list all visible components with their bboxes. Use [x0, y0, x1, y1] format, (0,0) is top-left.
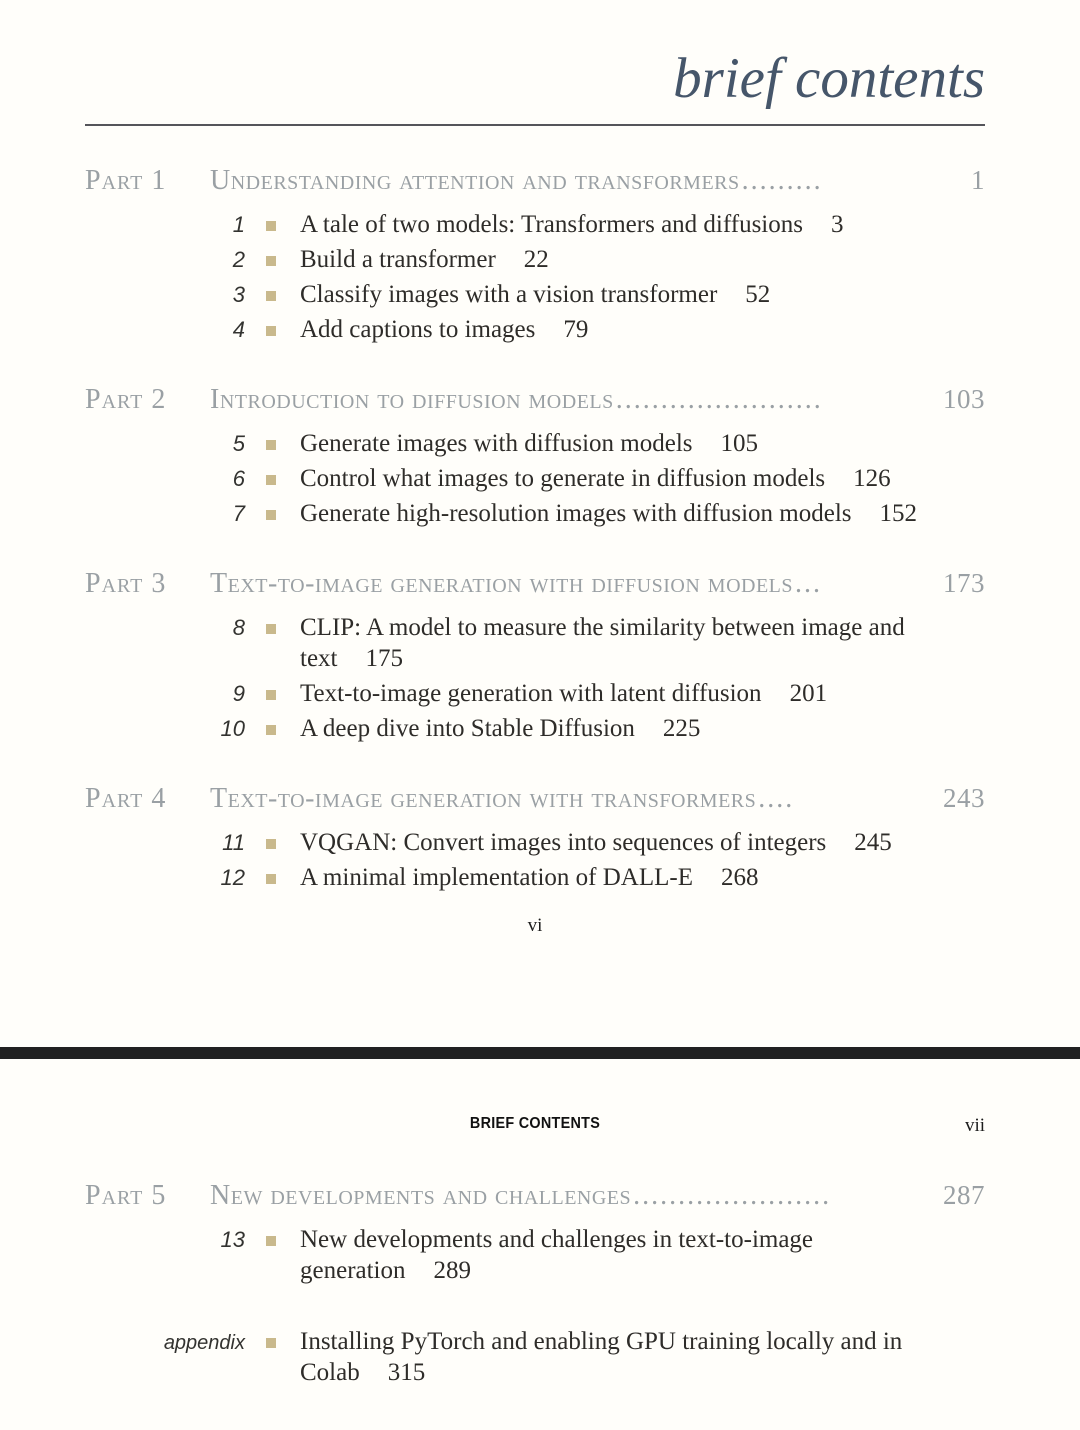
chapter-row [85, 1224, 985, 1286]
chapter-page-number: 105 [720, 430, 759, 457]
chapter-page-number: 52 [745, 281, 771, 308]
part-1-heading [85, 164, 985, 197]
chapter-page-number: 268 [720, 864, 759, 891]
chapter-page-number: 315 [387, 1359, 426, 1386]
chapter-number: 4 [232, 317, 245, 342]
page-number-vii: vii [964, 1115, 985, 1136]
chapter-number: 1 [232, 212, 245, 237]
chapter-page-number: 225 [662, 715, 701, 742]
dot-leader: ......... [741, 165, 823, 196]
part-2-heading [85, 383, 985, 416]
appendix-label: appendix [163, 1332, 245, 1354]
chapter-number: 5 [232, 431, 245, 456]
part-5-heading [85, 1179, 985, 1212]
square-bullet-icon [266, 839, 276, 849]
chapter-number: 3 [232, 282, 245, 307]
chapter-title: CLIP: A model to measure the similarity between image and text [300, 614, 905, 672]
chapter-number: 2 [232, 247, 245, 272]
chapter-title: Classify images with a vision transformer [300, 281, 718, 308]
part-label: Part 5 [85, 1180, 167, 1211]
chapter-row [85, 827, 985, 858]
chapter-number: 7 [232, 501, 245, 526]
chapter-title: Generate high-resolution images with diffusion models [300, 500, 852, 527]
chapter-title: VQGAN: Convert images into sequences of integers [300, 829, 827, 856]
dot-leader: .... [758, 783, 795, 814]
part-label: Part 4 [85, 783, 167, 814]
chapter-number: 13 [220, 1227, 245, 1252]
part-page-number: 103 [943, 384, 985, 414]
chapter-page-number: 152 [879, 500, 918, 527]
chapter-page-number: 289 [433, 1257, 472, 1284]
chapter-title: A minimal implementation of DALL-E [300, 864, 693, 891]
chapter-number: 6 [232, 466, 245, 491]
square-bullet-icon [266, 1236, 276, 1246]
chapter-page-number: 201 [789, 680, 828, 707]
book-page-vii [0, 1059, 1080, 1430]
chapter-title: A deep dive into Stable Diffusion [300, 715, 635, 742]
chapter-page-number: 79 [563, 316, 589, 343]
chapter-title: Generate images with diffusion models [300, 430, 693, 457]
chapter-title: Text-to-image generation with latent diffusion [300, 680, 762, 707]
chapter-row [85, 209, 985, 240]
square-bullet-icon [266, 256, 276, 266]
square-bullet-icon [266, 475, 276, 485]
appendix-row [85, 1326, 985, 1388]
chapter-row [85, 314, 985, 345]
page-title: brief contents [673, 47, 985, 110]
chapter-title: New developments and challenges in text-to-image generation [300, 1226, 814, 1284]
part-title: Introduction to diffusion models [210, 384, 614, 415]
chapter-page-number: 126 [853, 465, 891, 492]
dot-leader: ....................... [615, 384, 823, 415]
chapter-title: A tale of two models: Transformers and diffusions [300, 211, 803, 238]
part-title: Text-to-image generation with transformers [210, 783, 757, 814]
chapter-number: 9 [232, 681, 245, 706]
chapter-row [85, 463, 985, 494]
part-page-number: 173 [943, 568, 985, 598]
part-4-heading [85, 782, 985, 815]
square-bullet-icon [266, 291, 276, 301]
part-label: Part 2 [85, 384, 167, 415]
chapter-number: 12 [220, 865, 245, 890]
chapter-title: Build a transformer [300, 246, 496, 273]
chapter-number: 8 [232, 615, 245, 640]
chapter-title: Installing PyTorch and enabling GPU training locally and in Colab [300, 1328, 903, 1386]
square-bullet-icon [266, 725, 276, 735]
part-label: Part 3 [85, 568, 167, 599]
chapter-number: 10 [220, 716, 245, 741]
chapter-row [85, 713, 985, 744]
square-bullet-icon [266, 690, 276, 700]
part-label: Part 1 [85, 165, 167, 196]
chapter-page-number: 175 [365, 645, 403, 672]
part-title: Text-to-image generation with diffusion models [210, 568, 794, 599]
dot-leader: ... [795, 568, 823, 599]
title-rule [85, 124, 985, 126]
chapter-title: Control what images to generate in diffusion models [300, 465, 826, 492]
chapter-row [85, 428, 985, 459]
part-page-number: 243 [943, 783, 985, 813]
square-bullet-icon [266, 510, 276, 520]
square-bullet-icon [266, 440, 276, 450]
chapter-title: Add captions to images [300, 316, 536, 343]
running-head: BRIEF CONTENTS [469, 1115, 601, 1132]
part-title: New developments and challenges [210, 1180, 632, 1211]
square-bullet-icon [266, 1338, 276, 1348]
chapter-row [85, 678, 985, 709]
chapter-row [85, 862, 985, 893]
part-3-heading [85, 567, 985, 600]
square-bullet-icon [266, 221, 276, 231]
chapter-number: 11 [222, 830, 245, 855]
part-page-number: 1 [971, 165, 985, 195]
dot-leader: ...................... [633, 1180, 832, 1211]
chapter-row [85, 612, 985, 674]
chapter-page-number: 3 [830, 211, 844, 238]
page-divider-bar [0, 1047, 1080, 1059]
part-title: Understanding attention and transformers [210, 165, 740, 196]
part-page-number: 287 [943, 1180, 985, 1210]
square-bullet-icon [266, 874, 276, 884]
square-bullet-icon [266, 326, 276, 336]
chapter-page-number: 245 [854, 829, 892, 856]
chapter-row [85, 498, 985, 529]
square-bullet-icon [266, 624, 276, 634]
page-number-vi: vi [527, 915, 543, 936]
chapter-page-number: 22 [523, 246, 549, 273]
chapter-row [85, 244, 985, 275]
chapter-row [85, 279, 985, 310]
